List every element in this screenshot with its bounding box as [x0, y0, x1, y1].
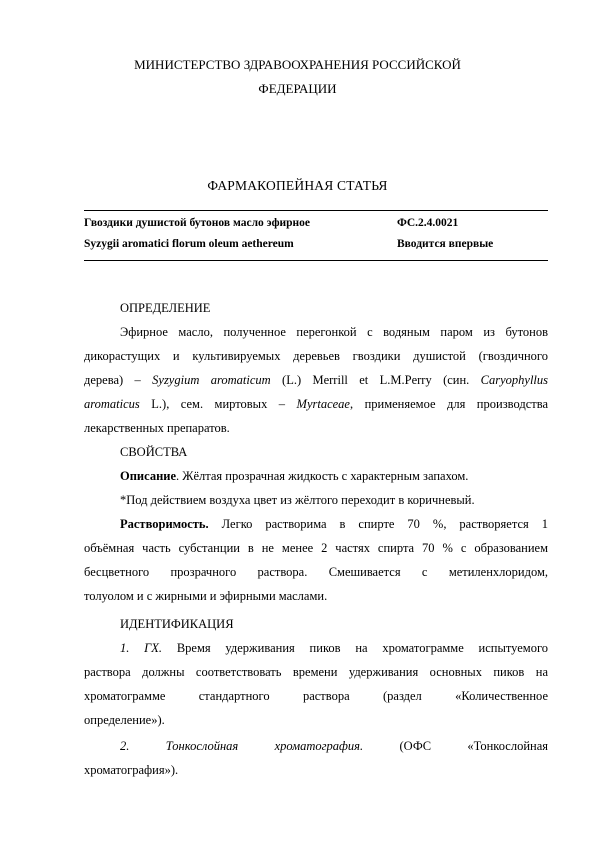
solubility-line: объёмная часть субстанции в не менее 2 частях спирта 70 % с образованием — [84, 541, 548, 555]
text-run: L.), сем. миртовых – — [139, 397, 297, 411]
text-run: (ОФС «Тонкослойная — [363, 739, 548, 753]
solubility-label: Растворимость. — [120, 517, 209, 531]
text-run: , применяемое для производства — [349, 397, 548, 411]
definition-paragraph — [84, 320, 548, 440]
properties-heading: СВОЙСТВА — [120, 445, 188, 459]
color-change-note: *Под действием воздуха цвет из жёлтого переходит в коричневый. — [120, 493, 475, 507]
solubility-line — [84, 512, 548, 536]
gc-line: хроматограмме стандартного раствора (раздел «Количественное — [84, 689, 548, 703]
gc-line — [84, 636, 548, 660]
definition-line: лекарственных препаратов. — [84, 421, 230, 435]
article-code: ФС.2.4.0021 — [397, 217, 459, 229]
bottom-divider — [84, 260, 548, 261]
gc-line: определение»). — [84, 713, 165, 727]
latin-family-name: Myrtaceae — [296, 397, 350, 411]
gc-paragraph — [84, 636, 548, 732]
tlc-line — [84, 734, 548, 758]
definition-line: дикорастущих и культивируемых деревьев гвоздики душистой (гвоздичного — [84, 349, 548, 363]
latin-species-name: Syzygium aromaticum — [152, 373, 271, 387]
tlc-label: 2. Тонкослойная хроматография. — [120, 739, 364, 753]
article-intro-note: Вводится впервые — [397, 238, 494, 250]
properties-description — [84, 464, 548, 512]
identification-heading: ИДЕНТИФИКАЦИЯ — [120, 617, 234, 631]
text-run: Время удерживания пиков на хроматограмме испытуемого — [162, 641, 548, 655]
text-run: дерева) – — [84, 373, 153, 387]
tlc-paragraph — [84, 734, 548, 782]
gc-line: раствора должны соответствовать времени удерживания основных пиков на — [84, 665, 548, 679]
latin-synonym-name: Caryophyllus — [480, 373, 548, 387]
latin-synonym-name: aromaticus — [84, 397, 140, 411]
gc-label: 1. ГХ. — [120, 641, 163, 655]
solubility-line: толуолом и с жирными и эфирными маслами. — [84, 589, 328, 603]
document-title: ФАРМАКОПЕЙНАЯ СТАТЬЯ — [207, 178, 388, 193]
tlc-line: хроматография»). — [84, 763, 179, 777]
article-name-ru: Гвоздики душистой бутонов масло эфирное — [84, 217, 311, 229]
ministry-line-2: ФЕДЕРАЦИИ — [258, 81, 337, 96]
ministry-line-1: МИНИСТЕРСТВО ЗДРАВООХРАНЕНИЯ РОССИЙСКОЙ — [134, 57, 461, 72]
description-label: Описание — [120, 469, 177, 483]
definition-line — [84, 368, 548, 392]
text-run: Легко растворима в спирте 70 %, растворяется 1 — [208, 517, 548, 531]
definition-line: Эфирное масло, полученное перегонкой с водяным паром из бутонов — [120, 325, 548, 339]
solubility-paragraph — [84, 512, 548, 608]
description-text: . Жёлтая прозрачная жидкость с характерным запахом. — [176, 469, 469, 483]
text-run: (L.) Merrill et L.M.Perry (син. — [270, 373, 481, 387]
solubility-line: бесцветного прозрачного раствора. Смешивается с метиленхлоридом, — [84, 565, 548, 579]
definition-line — [84, 392, 548, 416]
article-name-la: Syzygii aromatici florum oleum aethereum — [84, 238, 294, 250]
top-divider — [84, 210, 548, 211]
definition-heading: ОПРЕДЕЛЕНИЕ — [120, 301, 211, 315]
description-line — [84, 464, 548, 488]
